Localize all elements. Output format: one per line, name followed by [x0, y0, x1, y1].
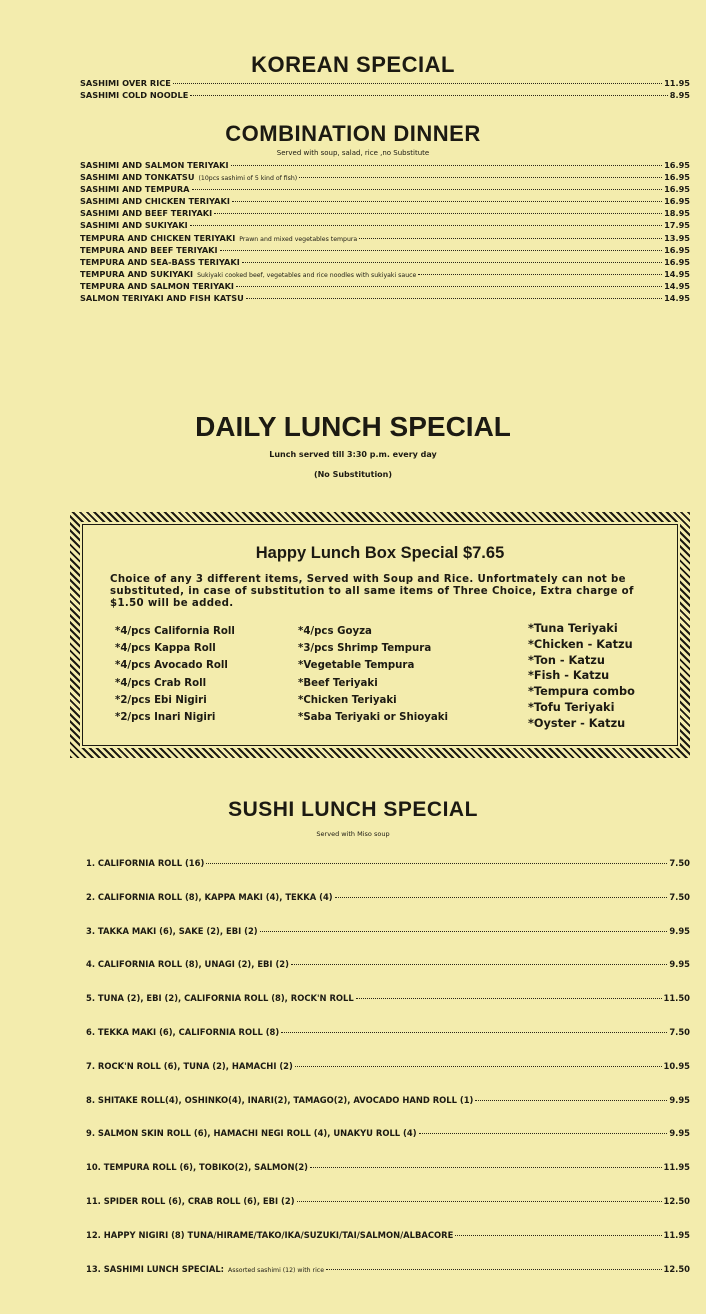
- menu-item-name: 3. TAKKA MAKI (6), SAKE (2), EBI (2): [86, 925, 258, 936]
- menu-item-price: 8.95: [669, 90, 690, 101]
- happy-box-choice: *Ton - Katzu: [528, 653, 605, 667]
- sushi-lunch-list: [86, 858, 690, 1297]
- happy-box-choice: *Fish - Katzu: [528, 669, 610, 683]
- menu-item-row: [86, 1196, 690, 1230]
- menu-item-name: 9. SALMON SKIN ROLL (6), HAMACHI NEGI ROLL (4), UNAKYU ROLL (4): [86, 1128, 417, 1139]
- sushi-lunch-subtitle: Served with Miso soup: [316, 830, 390, 838]
- happy-box-column-1: [115, 626, 235, 729]
- happy-box-choice: *4/pcs Kappa Roll: [115, 643, 216, 655]
- dot-leader: [236, 286, 662, 287]
- dot-leader: [242, 262, 662, 263]
- menu-item-name: TEMPURA AND SUKIYAKI: [80, 268, 194, 279]
- happy-box-column-2: [298, 626, 448, 729]
- menu-item-name: 2. CALIFORNIA ROLL (8), KAPPA MAKI (4), TEKKA (4): [86, 891, 333, 902]
- happy-box-choice: *Chicken - Katzu: [528, 637, 633, 651]
- happy-box-choice: *4/pcs Crab Roll: [115, 677, 207, 689]
- dot-leader: [206, 863, 667, 864]
- menu-item-price: 16.95: [664, 172, 690, 183]
- dot-leader: [291, 964, 667, 965]
- menu-item-row: [80, 269, 690, 281]
- happy-box-column-3: [528, 622, 635, 733]
- menu-item-row: [86, 993, 690, 1027]
- menu-item-name: 6. TEKKA MAKI (6), CALIFORNIA ROLL (8): [86, 1026, 280, 1037]
- menu-item-price: 11.50: [663, 993, 690, 1004]
- menu-item-row: [80, 220, 690, 232]
- menu-item-row: [86, 1027, 690, 1061]
- menu-item-row: [86, 959, 690, 993]
- menu-item-name: 10. TEMPURA ROLL (6), TOBIKO(2), SALMON(2): [86, 1162, 308, 1173]
- menu-item-row: [86, 1061, 690, 1095]
- happy-box-description: Choice of any 3 different items, Served with Soup and Rice. Unfortmately can not be substituted, in case of substitution to all same items of Three Choice, Extra charge of $1.50 will be added.: [110, 574, 634, 609]
- menu-item-price: 16.95: [664, 196, 690, 207]
- dot-leader: [246, 298, 662, 299]
- menu-item-name: SASHIMI AND SALMON TERIYAKI: [80, 160, 229, 170]
- daily-lunch-title: DAILY LUNCH SPECIAL: [195, 411, 511, 442]
- dot-leader: [231, 165, 663, 166]
- menu-item-price: 11.95: [663, 1162, 690, 1173]
- menu-item-price: 14.95: [664, 280, 690, 291]
- happy-box-choice: *Tofu Teriyaki: [528, 700, 615, 714]
- menu-item-name: TEMPURA AND SEA-BASS TERIYAKI: [80, 256, 240, 267]
- dot-leader: [356, 998, 662, 999]
- dot-leader: [173, 83, 662, 84]
- menu-item-price: 16.95: [664, 184, 690, 195]
- dot-leader: [297, 1201, 662, 1202]
- sushi-lunch-title: SUSHI LUNCH SPECIAL: [228, 798, 478, 821]
- menu-item-row: [86, 1128, 690, 1162]
- menu-item-description: Prawn and mixed vegetables tempura: [239, 235, 358, 243]
- menu-item-name: SASHIMI AND TEMPURA: [80, 184, 190, 195]
- menu-item-row: [80, 196, 690, 208]
- menu-item-price: 9.95: [669, 925, 690, 936]
- happy-box-choice: *Chicken Teriyaki: [298, 694, 397, 706]
- menu-item-price: 10.95: [663, 1060, 690, 1071]
- korean-special-title: KOREAN SPECIAL: [251, 52, 455, 77]
- menu-item-name: SALMON TERIYAKI AND FISH KATSU: [80, 293, 244, 304]
- menu-item-row: [86, 926, 690, 960]
- menu-item-name: SASHIMI AND TONKATSU: [80, 172, 195, 183]
- happy-box-title: Happy Lunch Box Special $7.65: [255, 544, 505, 562]
- happy-box-choice: *Beef Teriyaki: [298, 677, 378, 689]
- happy-box-choice: *2/pcs Inari Nigiri: [115, 711, 216, 723]
- menu-item-price: 7.50: [669, 858, 690, 868]
- menu-item-row: [86, 892, 690, 926]
- menu-item-row: [86, 1264, 690, 1298]
- dot-leader: [418, 274, 662, 275]
- combination-dinner-subtitle: Served with soup, salad, rice ,no Substitute: [276, 149, 430, 157]
- happy-box-choice: *4/pcs California Roll: [115, 626, 235, 637]
- menu-item-row: [80, 208, 690, 220]
- menu-item-description: Sukiyaki cooked beef, vegetables and rice noodles with sukiyaki sauce: [197, 271, 417, 279]
- dot-leader: [220, 250, 663, 251]
- menu-item-price: 9.95: [669, 1128, 690, 1139]
- menu-item-name: 12. HAPPY NIGIRI (8) TUNA/HIRAME/TAKO/IKA/SUZUKI/TAI/SALMON/ALBACORE: [86, 1229, 454, 1240]
- happy-box-choice: *3/pcs Shrimp Tempura: [298, 643, 432, 655]
- menu-item-price: 11.95: [663, 1229, 690, 1240]
- menu-item-price: 16.95: [664, 244, 690, 255]
- dot-leader: [260, 931, 668, 932]
- menu-item-name: TEMPURA AND SALMON TERIYAKI: [80, 280, 234, 291]
- menu-item-name: 5. TUNA (2), EBI (2), CALIFORNIA ROLL (8), ROCK'N ROLL: [86, 993, 354, 1004]
- menu-item-name: SASHIMI AND SUKIYAKI: [80, 220, 188, 231]
- menu-item-name: SASHIMI OVER RICE: [80, 78, 171, 88]
- menu-item-name: SASHIMI AND BEEF TERIYAKI: [80, 208, 213, 219]
- menu-item-name: 13. SASHIMI LUNCH SPECIAL:: [86, 1263, 225, 1274]
- menu-item-price: 18.95: [664, 208, 690, 219]
- dot-leader: [190, 95, 668, 96]
- menu-item-row: [80, 233, 690, 245]
- dot-leader: [299, 177, 662, 178]
- happy-box-choice: *Tempura combo: [528, 685, 635, 699]
- dot-leader: [310, 1167, 662, 1168]
- korean-special-list: [80, 78, 690, 102]
- happy-box-choice: *Saba Teriyaki or Shioyaki: [298, 711, 449, 723]
- dot-leader: [190, 225, 662, 226]
- menu-item-price: 9.95: [669, 1094, 690, 1105]
- dot-leader: [419, 1133, 668, 1134]
- dot-leader: [335, 897, 668, 898]
- combination-dinner-list: [80, 160, 690, 305]
- happy-box-choice: *4/pcs Goyza: [298, 626, 372, 637]
- menu-item-name: 8. SHITAKE ROLL(4), OSHINKO(4), INARI(2), TAMAGO(2), AVOCADO HAND ROLL (1): [86, 1094, 474, 1105]
- menu-item-row: [80, 160, 690, 172]
- menu-item-row: [80, 172, 690, 184]
- menu-item-row: [80, 245, 690, 257]
- happy-box-choice: *Oyster - Katzu: [528, 716, 626, 730]
- menu-item-row: [86, 1095, 690, 1129]
- dot-leader: [326, 1269, 662, 1270]
- menu-item-row: [80, 90, 690, 102]
- combination-dinner-title: COMBINATION DINNER: [225, 121, 481, 146]
- menu-item-name: TEMPURA AND CHICKEN TERIYAKI: [80, 232, 236, 243]
- menu-item-row: [86, 1162, 690, 1196]
- happy-box-choice: *4/pcs Avocado Roll: [115, 660, 228, 672]
- menu-item-row: [80, 78, 690, 90]
- menu-item-name: 11. SPIDER ROLL (6), CRAB ROLL (6), EBI (2): [86, 1195, 295, 1206]
- menu-item-name: SASHIMI AND CHICKEN TERIYAKI: [80, 196, 230, 207]
- dot-leader: [359, 238, 662, 239]
- menu-item-price: 17.95: [664, 220, 690, 231]
- menu-item-price: 11.95: [664, 78, 690, 88]
- dot-leader: [214, 213, 662, 214]
- menu-item-row: [86, 858, 690, 892]
- menu-item-row: [80, 184, 690, 196]
- dot-leader: [475, 1100, 667, 1101]
- menu-item-price: 7.50: [669, 891, 690, 902]
- menu-item-price: 14.95: [664, 268, 690, 279]
- daily-lunch-note: (No Substitution): [313, 470, 393, 479]
- menu-item-price: 7.50: [669, 1026, 690, 1037]
- happy-box-choice: *2/pcs Ebi Nigiri: [115, 694, 207, 706]
- dot-leader: [295, 1066, 662, 1067]
- menu-item-price: 12.50: [663, 1195, 690, 1206]
- dot-leader: [192, 189, 663, 190]
- menu-item-row: [80, 281, 690, 293]
- menu-item-name: TEMPURA AND BEEF TERIYAKI: [80, 244, 218, 255]
- menu-item-row: [80, 257, 690, 269]
- menu-item-name: 4. CALIFORNIA ROLL (8), UNAGI (2), EBI (2): [86, 959, 289, 970]
- happy-lunch-box: [70, 512, 690, 758]
- dot-leader: [455, 1235, 661, 1236]
- menu-item-row: [80, 293, 690, 305]
- menu-item-price: 9.95: [669, 959, 690, 970]
- menu-item-name: 7. ROCK'N ROLL (6), TUNA (2), HAMACHI (2): [86, 1060, 293, 1071]
- daily-lunch-subtitle: Lunch served till 3:30 p.m. every day: [269, 450, 437, 459]
- menu-item-price: 12.50: [663, 1263, 690, 1274]
- menu-item-row: [86, 1230, 690, 1264]
- menu-item-price: 14.95: [664, 293, 690, 304]
- menu-item-description: (10pcs sashimi of 5 kind of fish): [198, 175, 298, 183]
- menu-item-name: SASHIMI COLD NOODLE: [80, 90, 189, 101]
- dot-leader: [281, 1032, 667, 1033]
- happy-box-choice: *Vegetable Tempura: [298, 660, 415, 672]
- menu-item-price: 16.95: [664, 256, 690, 267]
- dot-leader: [232, 201, 662, 202]
- menu-item-name: 1. CALIFORNIA ROLL (16): [86, 858, 205, 868]
- menu-item-description: Assorted sashimi (12) with rice: [228, 1266, 324, 1274]
- menu-item-price: 13.95: [664, 232, 690, 243]
- menu-item-price: 16.95: [664, 160, 690, 170]
- happy-box-choice: *Tuna Teriyaki: [528, 622, 618, 635]
